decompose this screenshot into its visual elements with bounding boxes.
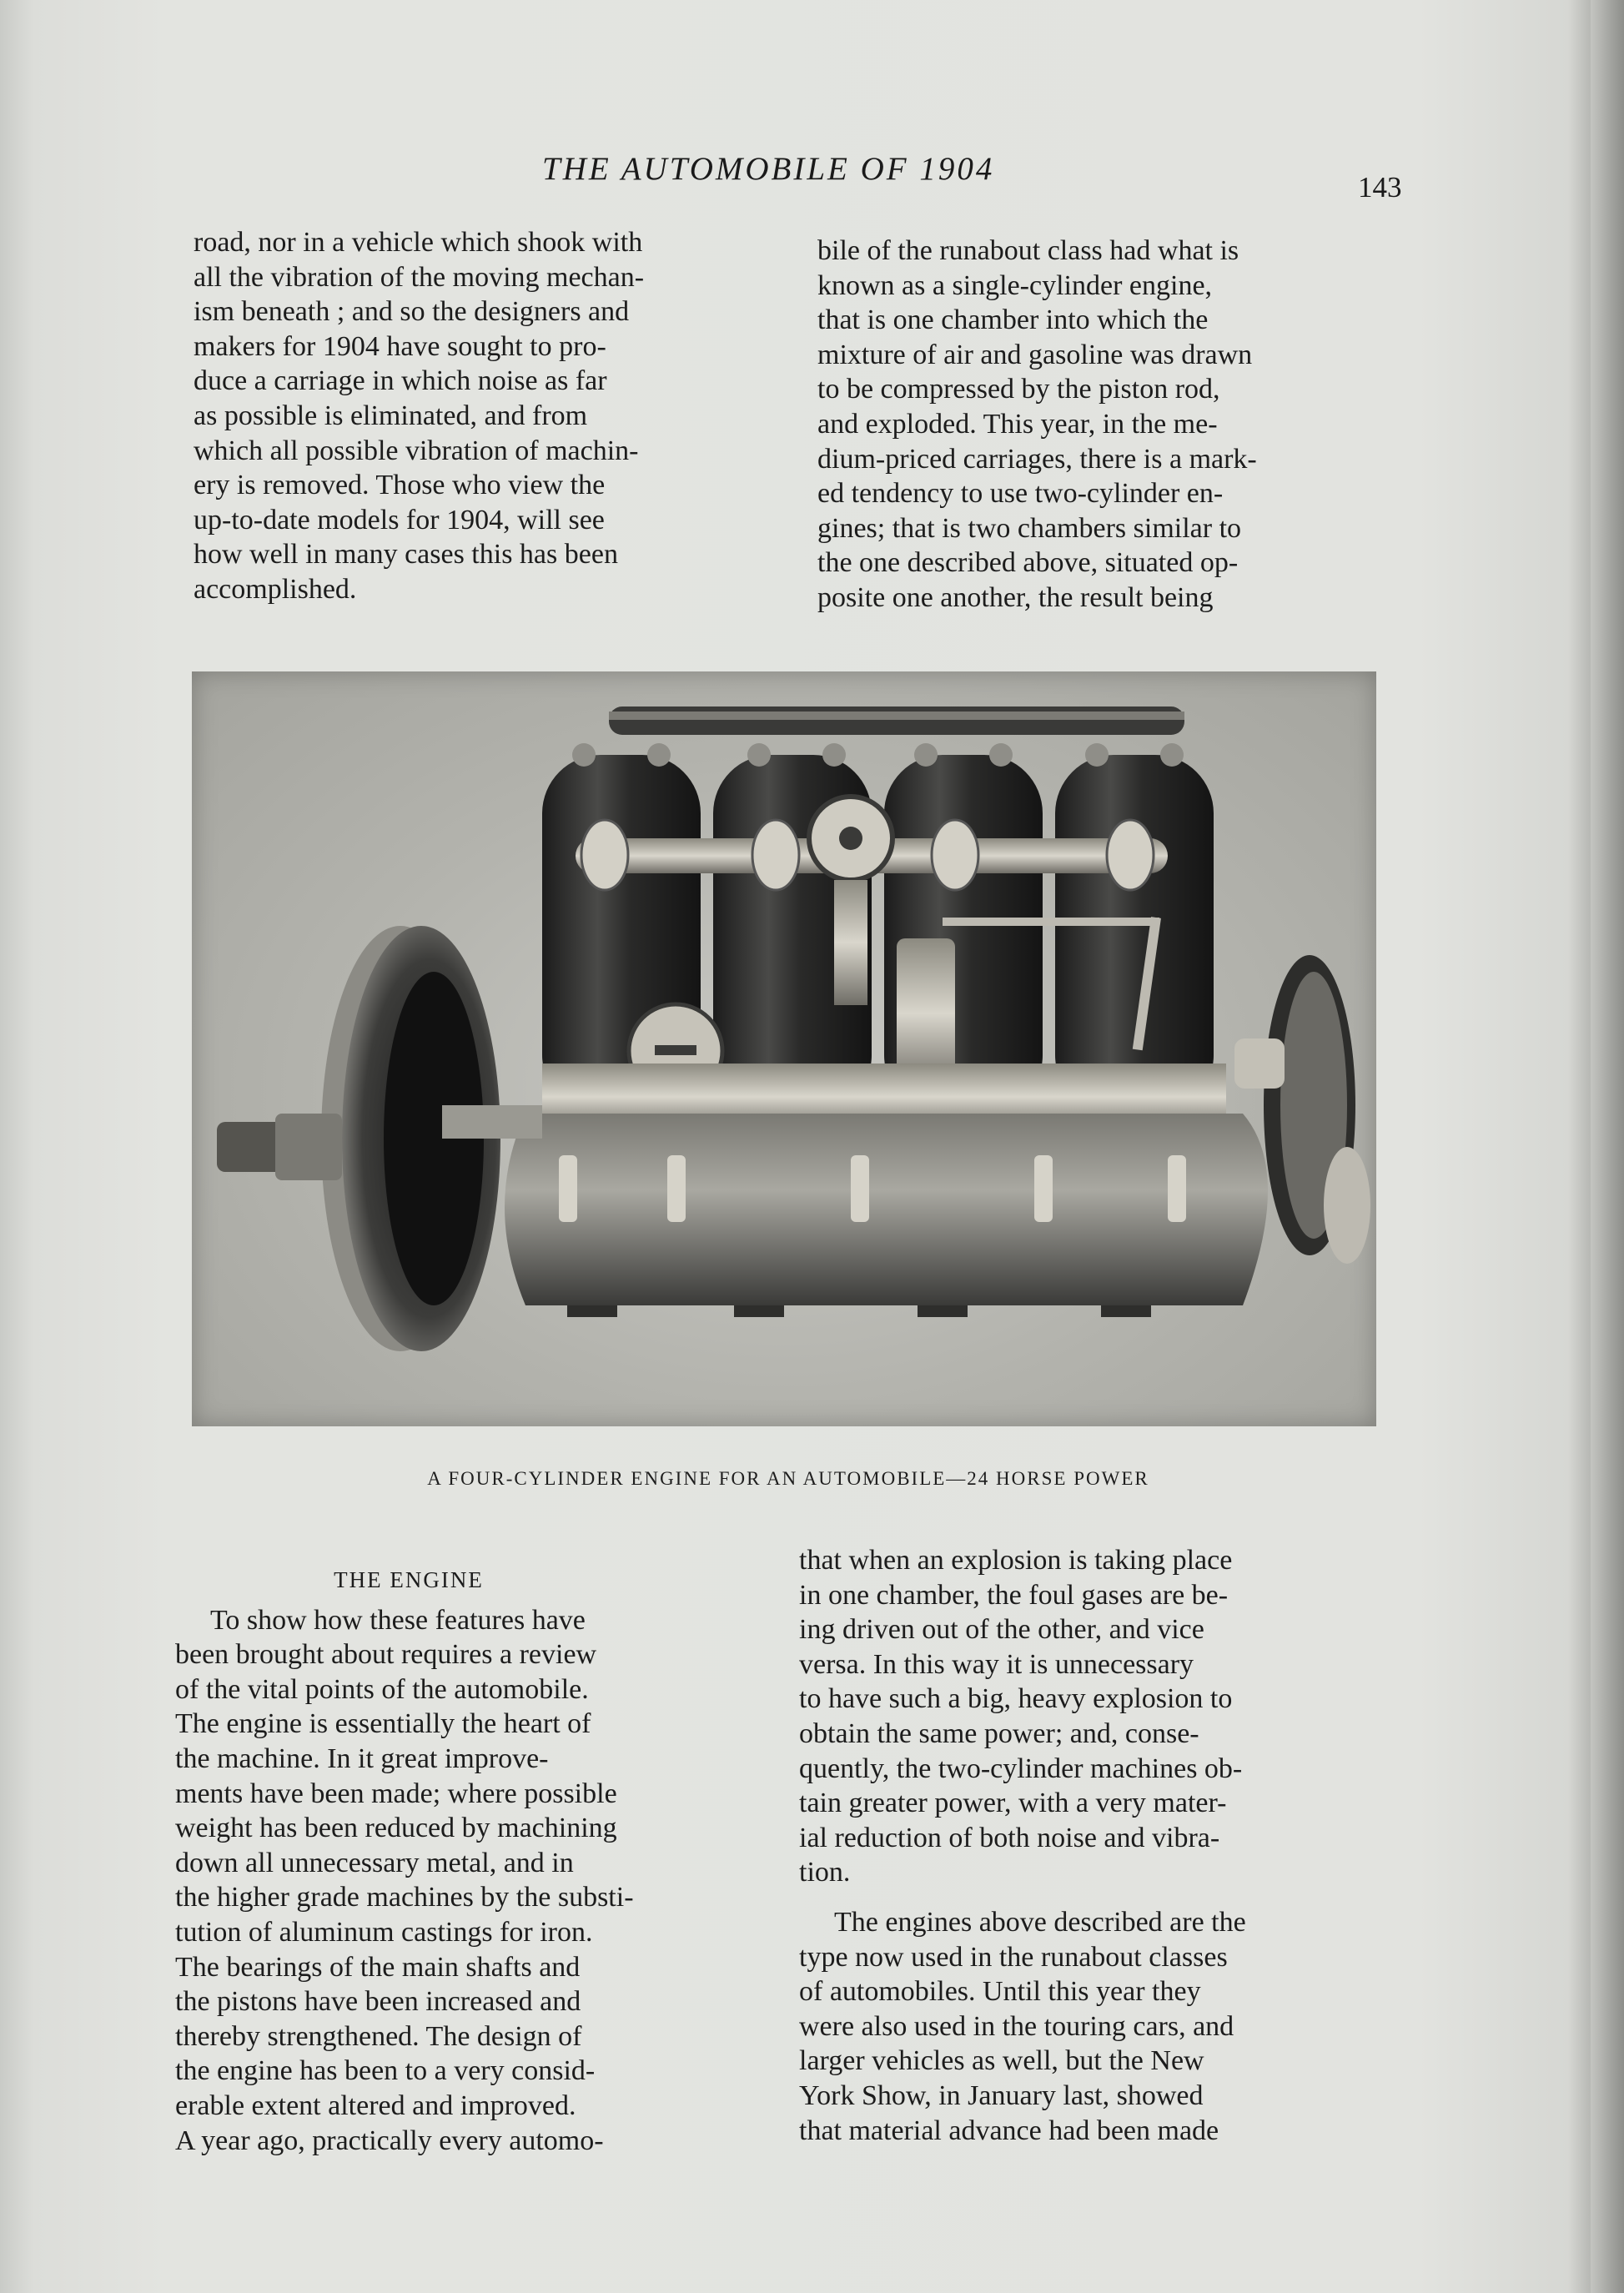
paragraph-top-right <box>817 234 1401 616</box>
text-line: ism beneath ; and so the designers and <box>194 296 630 328</box>
text-line: of the vital points of the automobile. <box>175 1673 589 1705</box>
text-line: gines; that is two chambers similar to <box>817 512 1242 544</box>
text-line: were also used in the touring cars, and <box>799 2010 1234 2042</box>
text-line: erable extent altered and improved. <box>175 2089 576 2121</box>
text-line: The bearings of the main shafts and <box>175 1951 581 1983</box>
text-line: the machine. In it great improve- <box>175 1742 549 1774</box>
text-line: quently, the two-cylinder machines ob- <box>799 1752 1243 1784</box>
text-line: ments have been made; where possible <box>175 1778 617 1809</box>
text-line: makers for 1904 have sought to pro- <box>194 330 606 362</box>
text-line: larger vehicles as well, but the New <box>799 2045 1204 2077</box>
text-line: obtain the same power; and, conse- <box>799 1717 1199 1749</box>
text-line: dium-priced carriages, there is a mark- <box>817 443 1257 475</box>
text-line: the engine has been to a very consid- <box>175 2055 596 2087</box>
text-line: all the vibration of the moving mechan- <box>194 261 645 293</box>
text-line: of automobiles. Until this year they <box>799 1976 1201 2008</box>
engine-illustration <box>192 671 1376 1426</box>
text-line: thereby strengthened. The design of <box>175 2020 582 2052</box>
text-line: road, nor in a vehicle which shook with <box>194 227 643 258</box>
book-spine-shadow <box>1591 0 1624 2293</box>
text-line: in one chamber, the foul gases are be- <box>799 1579 1229 1611</box>
text-line: A year ago, practically every automo- <box>175 2125 604 2156</box>
text-line: mixture of air and gasoline was drawn <box>817 339 1253 370</box>
column-top-left <box>194 225 777 607</box>
column-top-right <box>817 234 1401 616</box>
paragraph-bottom-left <box>175 1603 759 2159</box>
figure-caption: A FOUR-CYLINDER ENGINE FOR AN AUTOMOBILE—24 HORSE POWER <box>427 1468 1149 1489</box>
text-line: been brought about requires a review <box>175 1639 597 1671</box>
page-number: 143 <box>1358 171 1402 204</box>
section-heading: THE ENGINE <box>334 1567 484 1592</box>
text-line: type now used in the runabout classes <box>799 1941 1228 1973</box>
text-line: ery is removed. Those who view the <box>194 470 606 501</box>
text-line: ing driven out of the other, and vice <box>799 1614 1204 1646</box>
text-line: tution of aluminum castings for iron. <box>175 1916 593 1948</box>
text-line: accomplished. <box>194 573 357 605</box>
text-line: weight has been reduced by machining <box>175 1813 617 1844</box>
text-line: posite one another, the result being <box>817 581 1214 613</box>
running-head: THE AUTOMOBILE OF 1904 <box>542 151 995 187</box>
text-line: To show how these features have <box>210 1604 586 1636</box>
text-line: down all unnecessary metal, and in <box>175 1847 574 1878</box>
text-line: that when an explosion is taking place <box>799 1545 1233 1576</box>
column-bottom-right <box>799 1543 1383 2148</box>
text-line: known as a single-cylinder engine, <box>817 269 1213 301</box>
paragraph-bottom-right-1 <box>799 1543 1383 1890</box>
text-line: duce a carriage in which noise as far <box>194 365 607 397</box>
text-line: which all possible vibration of machin- <box>194 435 639 466</box>
text-line: ed tendency to use two-cylinder en- <box>817 478 1224 510</box>
text-line: the one described above, situated op- <box>817 547 1239 579</box>
paragraph-top-left <box>194 225 777 607</box>
text-line: the higher grade machines by the substi- <box>175 1882 634 1913</box>
text-line: the pistons have been increased and <box>175 1986 581 2018</box>
text-line: York Show, in January last, showed <box>799 2079 1204 2111</box>
text-line: up-to-date models for 1904, will see <box>194 504 605 536</box>
text-line: that is one chamber into which the <box>817 304 1209 336</box>
text-line: how well in many cases this has been <box>194 539 618 571</box>
text-line: to be compressed by the piston rod, <box>817 374 1220 405</box>
text-line: The engines above described are the <box>834 1906 1246 1938</box>
text-line: bile of the runabout class had what is <box>817 235 1239 266</box>
text-line: tain greater power, with a very mater- <box>799 1788 1227 1819</box>
text-line: ial reduction of both noise and vibra- <box>799 1822 1220 1853</box>
engine-photograph <box>192 671 1376 1426</box>
column-bottom-left <box>175 1563 759 2158</box>
text-line: The engine is essentially the heart of <box>175 1708 591 1740</box>
text-line: and exploded. This year, in the me- <box>817 408 1218 440</box>
text-line: tion. <box>799 1857 851 1888</box>
text-line: to have such a big, heavy explosion to <box>799 1683 1233 1715</box>
text-line: as possible is eliminated, and from <box>194 400 588 431</box>
paragraph-bottom-right-2 <box>799 1905 1383 2148</box>
text-line: versa. In this way it is unnecessary <box>799 1648 1194 1680</box>
text-line: that material advance had been made <box>799 2114 1219 2146</box>
